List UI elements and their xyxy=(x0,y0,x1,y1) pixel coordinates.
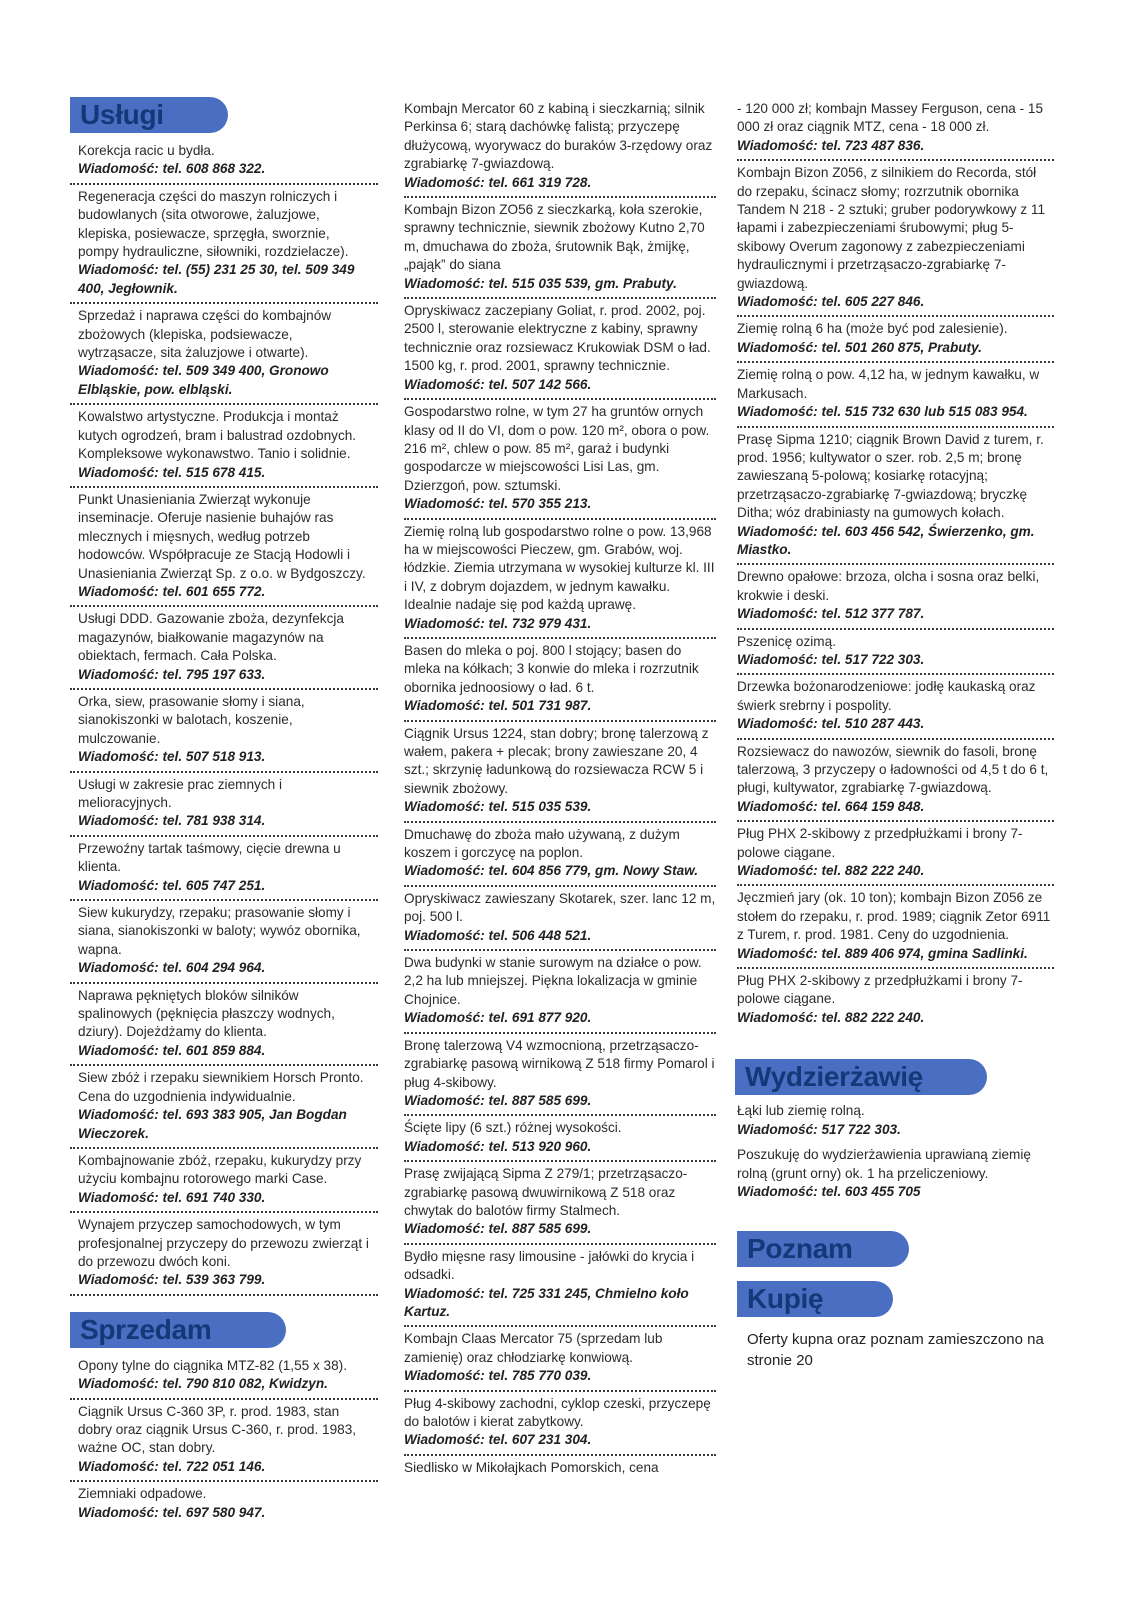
ad-contact: Wiadomość: tel. 501 260 875, Prabuty. xyxy=(737,339,982,355)
ad-item xyxy=(404,400,716,519)
ad-item xyxy=(737,740,1054,823)
ad-text: Usługi w zakresie prac ziemnych i melioracyjnych. xyxy=(78,776,282,810)
ad-text: - 120 000 zł; kombajn Massey Ferguson, cena - 15 000 zł oraz ciągnik MTZ, cena - 18 000 zł. xyxy=(737,101,1044,135)
ad-text: Kombajn Bizon ZO56 z sieczkarką, koła szerokie, sprawny technicznie, siewnik zbożowy Kutno 2,70 m, dmuchawa do zboża, śrutownik Bąk, żmijkę, „pająk” do siana xyxy=(404,202,705,273)
ad-item xyxy=(737,886,1054,969)
ad-text: Kombajn Mercator 60 z kabiną i sieczkarnią; silnik Perkinsa 6; starą dachówkę falistą; przyczepę dłużycową, wyorywacz do buraków 3-rzędowy oraz zgrabiarkę 7-gwiazdową. xyxy=(404,101,713,172)
ad-text: Przewoźny tartak taśmowy, cięcie drewna u klienta. xyxy=(78,840,341,875)
ad-item xyxy=(404,1034,716,1117)
kupie-note: Oferty kupna oraz poznam zamieszczono na stronie 20 xyxy=(747,1331,1044,1370)
ad-text: Ciągnik Ursus 1224, stan dobry; bronę talerzową z wałem, pakera + plecak; brony zawieszane 20, 4 szt.; skrzynię ładunkową do rozsiewacza RCW 5 i siewnik zbożowy. xyxy=(404,725,709,796)
ad-item xyxy=(70,1400,378,1483)
ad-text: Opryskiwacz zawieszany Skotarek, szer. lanc 12 m, poj. 500 l. xyxy=(404,890,716,925)
ad-item xyxy=(737,317,1054,363)
ad-contact: Wiadomość: tel. 515 678 415. xyxy=(78,464,266,480)
ad-item xyxy=(737,161,1054,317)
ad-item xyxy=(737,969,1054,1031)
ad-contact: Wiadomość: tel. 515 035 539. xyxy=(404,799,592,815)
ad-item xyxy=(70,304,378,405)
ad-contact: Wiadomość: tel. 605 227 846. xyxy=(737,294,925,310)
ad-text: Prasę Sipma 1210; ciągnik Brown David z turem, r. prod. 1956; kultywator o szer. rob. 2,5 m; bronę zawieszaną 5-polową; kosiarkę rotacyjną; przetrząsaczo-zgrabiarkę 7-gwiazdową; bryczkę Ditha; wóz drabiniasty na gumowych kołach. xyxy=(737,431,1044,521)
ad-text: Siew kukurydzy, rzepaku; prasowanie słomy i siana, sianokiszonki w baloty; wywóz obornika, wapna. xyxy=(78,905,361,957)
ad-text: Prasę zwijającą Sipma Z 279/1; przetrząsaczo-zgrabiarkę pasową dwuwirnikową Z 518 oraz chwytak do balotów firmy Stalmech. xyxy=(404,1166,688,1218)
ad-contact: Wiadomość: tel. 501 731 987. xyxy=(404,698,592,714)
ad-item xyxy=(70,1482,378,1526)
ad-item xyxy=(737,97,1054,161)
ad-item xyxy=(70,773,378,837)
ad-text: Pług PHX 2-skibowy z przedpłużkami i brony 7-polowe ciągane. xyxy=(737,826,1023,860)
ad-item xyxy=(70,1354,378,1400)
ad-contact: Wiadomość: tel. 515 732 630 lub 515 083 954. xyxy=(737,404,1028,420)
ad-contact: Wiadomość: tel. 512 377 787. xyxy=(737,606,925,622)
ad-text: Łąki lub ziemię rolną. xyxy=(737,1103,865,1119)
ad-contact: Wiadomość: tel. 607 231 304. xyxy=(404,1432,592,1448)
ad-item xyxy=(70,1213,378,1296)
ad-text: Siedlisko w Mikołajkach Pomorskich, cena xyxy=(404,1459,659,1475)
ad-text: Opony tylne do ciągnika MTZ-82 (1,55 x 38). xyxy=(78,1357,347,1373)
ad-text: Kowalstwo artystyczne. Produkcja i montaż kutych ogrodzeń, bram i balustrad ozdobnych. Kompleksowe wykonawstwo. Tanio i solidnie. xyxy=(78,409,357,462)
ad-contact: Wiadomość: tel. 887 585 699. xyxy=(404,1221,592,1237)
ad-item xyxy=(737,428,1054,566)
ad-text: Ziemię rolną 6 ha (może być pod zalesienie). xyxy=(737,321,1008,337)
ad-text: Kombajnowanie zbóż, rzepaku, kukurydzy przy użyciu kombajnu rotorowego marki Case. xyxy=(78,1152,362,1187)
ad-contact: Wiadomość: tel. 570 355 213. xyxy=(404,496,592,512)
ad-text: Ziemię rolną lub gospodarstwo rolne o pow. 13,968 ha w miejscowości Pieczew, gm. Grabów, woj. łódzkie. Ziemia utrzymana w wysokiej kulturze kl. III i IV, z dobrym dojazdem, w jednym kawałku. Idealnie nadaje się pod każdą uprawę. xyxy=(404,523,715,613)
ad-contact: Wiadomość: tel. 507 518 913. xyxy=(78,749,266,765)
ad-item xyxy=(404,1392,716,1456)
ad-contact: Wiadomość: tel. 604 294 964. xyxy=(78,960,266,976)
ad-contact: Wiadomość: tel. 725 331 245, Chmielno koło Kartuz. xyxy=(404,1285,689,1319)
ad-contact: Wiadomość: tel. 697 580 947. xyxy=(78,1504,266,1520)
ad-item xyxy=(70,405,378,488)
ad-contact: Wiadomość: tel. 691 740 330. xyxy=(78,1189,266,1205)
ad-item xyxy=(70,488,378,607)
ad-text: Pług 4-skibowy zachodni, cyklop czeski, przyczepę do balotów i kierat zabytkowy. xyxy=(404,1395,711,1429)
ad-contact: Wiadomość: tel. 506 448 521. xyxy=(404,927,592,943)
ad-contact: Wiadomość: tel. 603 456 542, Świerzenko, gm. Miastko. xyxy=(737,523,1035,557)
ad-item xyxy=(404,823,716,887)
ad-contact: Wiadomość: tel. 882 222 240. xyxy=(737,1009,925,1025)
section-heading-uslugi: Usługi xyxy=(70,97,228,133)
ad-item xyxy=(70,1149,378,1213)
uslugi-list xyxy=(70,139,378,1296)
ad-item xyxy=(737,822,1054,886)
ad-text: Punkt Unasieniania Zwierząt wykonuje inseminacje. Oferuje nasienie buhajów ras mlecznych i mięsnych, według potrzeb hodowców. Współpracuje ze Stacją Hodowli i Unasieniania Zwierząt Sp. z o.o. w Bydgoszczy. xyxy=(78,491,366,581)
sprzedam-list-2 xyxy=(404,97,716,1481)
ad-contact: Wiadomość: tel. 732 979 431. xyxy=(404,615,592,631)
ad-item xyxy=(70,901,378,984)
ad-text: Pług PHX 2-skibowy z przedpłużkami i brony 7-polowe ciągane. xyxy=(737,973,1023,1007)
ad-item xyxy=(737,630,1054,676)
ad-contact: Wiadomość: tel. 603 455 705 xyxy=(737,1183,921,1199)
ad-item xyxy=(70,984,378,1067)
ad-text: Ścięte lipy (6 szt.) różnej wysokości. xyxy=(404,1120,622,1136)
ad-contact: Wiadomość: tel. 605 747 251. xyxy=(78,877,266,893)
ad-item xyxy=(737,675,1054,739)
ad-contact: Wiadomość: tel. 889 406 974, gmina Sadlinki. xyxy=(737,945,1028,961)
sprzedam-list-3 xyxy=(737,97,1054,1031)
ad-contact: Wiadomość: tel. 785 770 039. xyxy=(404,1368,592,1384)
ad-text: Naprawa pękniętych bloków silników spalinowych (pęknięcia płaszczy wodnych, dziury). Dojeżdżamy do klienta. xyxy=(78,987,335,1040)
ad-text: Rozsiewacz do nawozów, siewnik do fasoli, bronę talerzową, 3 przyczepy o ładowności od 4,5 t do 6 t, pługi, kultywator, zgrabiarkę 7-gwiazdową. xyxy=(737,743,1049,796)
ad-contact: Wiadomość: tel. 882 222 240. xyxy=(737,863,925,879)
ad-item xyxy=(737,565,1054,629)
ad-contact: Wiadomość: tel. 781 938 314. xyxy=(78,813,266,829)
ad-item xyxy=(737,363,1054,427)
ad-text: Korekcja racic u bydła. xyxy=(78,143,215,158)
ad-text: Orka, siew, prasowanie słomy i siana, sianokiszonki w balotach, koszenie, mulczowanie. xyxy=(78,693,305,746)
ad-contact: Wiadomość: tel. 691 877 920. xyxy=(404,1010,592,1026)
ad-contact: Wiadomość: tel. 608 868 322. xyxy=(78,161,266,177)
ad-text: Jęczmień jary (ok. 10 ton); kombajn Bizon Z056 ze stołem do rzepaku, r. prod. 1989; ciągnik Zetor 6911 z Turem, r. prod. 1981. Ceny do uzgodnienia. xyxy=(737,890,1051,943)
ad-contact: Wiadomość: 517 722 303. xyxy=(737,1121,901,1137)
ad-text: Pszenicę ozimą. xyxy=(737,633,836,649)
ad-contact: Wiadomość: tel. 693 383 905, Jan Bogdan Wieczorek. xyxy=(78,1107,347,1141)
ad-text: Wynajem przyczep samochodowych, w tym profesjonalnej przyczepy do przewozu zwierząt i do przewozu dwóch koni. xyxy=(78,1217,369,1269)
ad-item xyxy=(404,951,716,1034)
ad-text: Regeneracja części do maszyn rolniczych i budowlanych (sita otworowe, żaluzjowe, klepiska, posiewacze, sprzęgła, sworznie, pompy hydrauliczne, siłowniki, rozdzielacze). xyxy=(78,188,349,260)
column-1 xyxy=(70,97,378,1526)
ad-contact: Wiadomość: tel. 507 142 566. xyxy=(404,376,592,392)
ad-item xyxy=(404,1162,716,1245)
ad-contact: Wiadomość: tel. 795 197 633. xyxy=(78,666,266,682)
ad-item xyxy=(737,1099,1054,1143)
ad-item xyxy=(404,1456,716,1481)
ad-text: Siew zbóż i rzepaku siewnikiem Horsch Pronto. Cena do uzgodnienia indywidualnie. xyxy=(78,1070,364,1104)
ad-text: Sprzedaż i naprawa części do kombajnów zbożowych (klepiska, podsiewacze, wytrząsacze, sita żaluzjowe i otwarte). xyxy=(78,308,332,361)
ad-contact: Wiadomość: tel. 661 319 728. xyxy=(404,174,592,190)
ad-text: Drzewka bożonarodzeniowe: jodłę kaukaską oraz świerk srebrny i pospolity. xyxy=(737,679,1036,713)
wydzierzawie-list xyxy=(737,1099,1054,1205)
ad-item xyxy=(70,837,378,901)
ad-item xyxy=(404,97,716,198)
section-heading-kupie: Kupię xyxy=(737,1281,893,1317)
ad-contact: Wiadomość: tel. 601 655 772. xyxy=(78,583,266,599)
ad-contact: Wiadomość: tel. 510 287 443. xyxy=(737,716,925,732)
ad-text: Kombajn Bizon Z056, z silnikiem do Recorda, stół do rzepaku, ścinacz słomy; rozrzutnik obornika Tandem N 218 - 2 sztuki; gruber podorywkowy z 11 łapami i zabezpieczeniami śrubowymi; pług 5-skibowy Overum zagonowy z zabezpieczeniami hydraulicznymi i przetrząsaczo-zgrabiarkę 7-gwiazdową. xyxy=(737,165,1046,291)
ad-text: Basen do mleka o poj. 800 l stojący; basen do mleka na kółkach; 3 konwie do mleka i rozrzutnik obornika jednoosiowy o ład. 6 t. xyxy=(404,642,699,695)
column-2 xyxy=(404,97,716,1481)
section-heading-wydzierzawie: Wydzierżawię xyxy=(735,1059,987,1095)
ad-text: Ziemię rolną o pow. 4,12 ha, w jednym kawałku, w Markusach. xyxy=(737,367,1040,401)
ad-contact: Wiadomość: tel. 515 035 539, gm. Prabuty. xyxy=(404,275,677,291)
ad-item xyxy=(404,520,716,639)
ad-text: Gospodarstwo rolne, w tym 27 ha gruntów ornych klasy od II do VI, dom o pow. 120 m², obora o pow. 216 m², chlew o pow. 85 m², garaż i budynki gospodarcze w miejscowości Lisi Las, gm. Dzierzgoń, pow. sztumski. xyxy=(404,404,710,493)
ad-item xyxy=(70,185,378,304)
ad-contact: Wiadomość: tel. 509 349 400, Gronowo Elbląskie, pow. elbląski. xyxy=(78,363,329,397)
ad-item xyxy=(404,887,716,951)
ad-item xyxy=(70,607,378,690)
ad-item xyxy=(404,198,716,299)
ad-contact: Wiadomość: tel. 664 159 848. xyxy=(737,798,925,814)
ad-text: Drewno opałowe: brzoza, olcha i sosna oraz belki, krokwie i deski. xyxy=(737,569,1040,603)
ad-contact: Wiadomość: tel. 723 487 836. xyxy=(737,137,925,153)
ad-item xyxy=(404,1116,716,1162)
ad-text: Bronę talerzową V4 wzmocnioną, przetrząsaczo-zgrabiarkę pasową wirnikową Z 518 firmy Pomarol i pług 4-skibowy. xyxy=(404,1037,715,1090)
ad-item xyxy=(404,639,716,722)
column-3 xyxy=(737,97,1054,1371)
ad-text: Opryskiwacz zaczepiany Goliat, r. prod. 2002, poj. 2500 l, sterowanie elektryczne z kabiny, sprawny technicznie oraz rozsiewacz Krukowiak DSM o ład. 1500 kg, r. prod. 2001, sprawny technicznie. xyxy=(404,303,711,374)
ad-item xyxy=(404,722,716,823)
ad-text: Ziemniaki odpadowe. xyxy=(78,1486,207,1502)
ad-text: Usługi DDD. Gazowanie zboża, dezynfekcja magazynów, białkowanie magazynów na obiektach, fermach. Cała Polska. xyxy=(78,611,344,664)
ad-contact: Wiadomość: tel. 513 920 960. xyxy=(404,1138,592,1154)
ad-item xyxy=(70,1066,378,1149)
ad-text: Kombajn Claas Mercator 75 (sprzedam lub zamienię) oraz chłodziarkę konwiową. xyxy=(404,1331,663,1365)
ad-item xyxy=(737,1143,1054,1205)
ad-contact: Wiadomość: tel. 517 722 303. xyxy=(737,651,925,667)
ad-contact: Wiadomość: tel. 887 585 699. xyxy=(404,1092,592,1108)
ad-contact: Wiadomość: tel. 601 859 884. xyxy=(78,1042,266,1058)
ad-contact: Wiadomość: tel. (55) 231 25 30, tel. 509 349 400, Jegłownik. xyxy=(78,262,355,296)
ad-contact: Wiadomość: tel. 790 810 082, Kwidzyn. xyxy=(78,1376,328,1392)
ad-contact: Wiadomość: tel. 722 051 146. xyxy=(78,1458,266,1474)
section-heading-poznam: Poznam xyxy=(737,1231,909,1267)
ad-contact: Wiadomość: tel. 539 363 799. xyxy=(78,1272,266,1288)
ad-item xyxy=(404,299,716,400)
ad-text: Dwa budynki w stanie surowym na działce o pow. 2,2 ha lub mniejszej. Piękna lokalizacja w gminie Chojnice. xyxy=(404,955,702,1007)
ad-item xyxy=(404,1327,716,1391)
section-heading-sprzedam: Sprzedam xyxy=(70,1312,286,1348)
sprzedam-list-1 xyxy=(70,1354,378,1526)
ad-text: Bydło mięsne rasy limousine - jałówki do krycia i odsadki. xyxy=(404,1248,695,1283)
ad-item xyxy=(404,1245,716,1328)
ad-item xyxy=(70,139,378,185)
ad-item xyxy=(70,690,378,773)
ad-text: Dmuchawę do zboża mało używaną, z dużym koszem i gorczycę na poplon. xyxy=(404,826,680,861)
ad-text: Ciągnik Ursus C-360 3P, r. prod. 1983, stan dobry oraz ciągnik Ursus C-360, r. prod. 1983, ważne OC, stan dobry. xyxy=(78,1403,357,1456)
ad-text: Poszukuję do wydzierżawienia uprawianą ziemię rolną (grunt orny) ok. 1 ha przeliczeniowy. xyxy=(737,1147,1031,1181)
ad-contact: Wiadomość: tel. 604 856 779, gm. Nowy Staw. xyxy=(404,863,699,879)
